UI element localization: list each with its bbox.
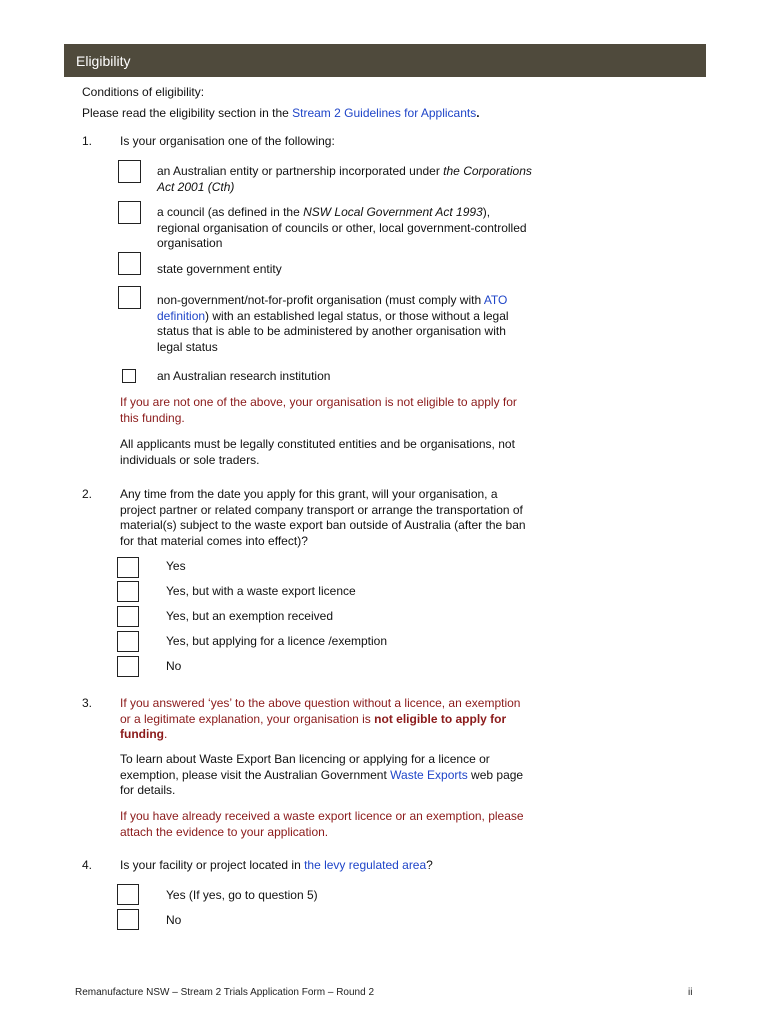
q2-option-no: No [166, 659, 182, 673]
q1-note: All applicants must be legally constituted entities and be organisations, not individuals or sole traders. [120, 437, 515, 467]
q3-info: To learn about Waste Export Ban licencing or applying for a licence or exemption, please visit the Australian Government Waste Exports web page for details. [120, 752, 524, 797]
q3-evidence-note: If you have already received a waste export licence or an exemption, please attach the evidence to your application. [120, 809, 524, 839]
q2-option-yes: Yes [166, 559, 186, 573]
option-council: a council (as defined in the NSW Local Government Act 1993), regional organisation of councils or other, local government-controlled organisation [157, 205, 527, 250]
q2-option-exemption: Yes, but an exemption received [166, 609, 333, 623]
checkbox-research-institution[interactable] [122, 369, 136, 383]
question-4-text: Is your facility or project located in the levy regulated area? [120, 858, 433, 872]
waste-exports-link[interactable]: Waste Exports [390, 767, 468, 782]
footer-title: Remanufacture NSW – Stream 2 Trials Application Form – Round 2 [75, 987, 375, 998]
section-header [64, 44, 706, 77]
checkbox-q2-yes[interactable] [117, 557, 139, 578]
q2-option-applying: Yes, but applying for a licence /exemption [166, 634, 388, 648]
question-2-text: Any time from the date you apply for this grant, will your organisation, a project partner or related company transport or arrange the transportation of material(s) subject to the waste export ban outside of Australia (after the ban for that material comes into effect)? [120, 487, 526, 548]
ato-definition-link[interactable]: definition [157, 308, 206, 323]
ato-link[interactable]: ATO [483, 293, 508, 307]
option-research-institution: an Australian research institution [157, 369, 331, 383]
checkbox-q2-applying[interactable] [117, 631, 139, 652]
q1-warning: If you are not one of the above, your organisation is not eligible to apply for this funding. [120, 395, 517, 425]
intro-instruction: Please read the eligibility section in the Stream 2 Guidelines for Applicants. [82, 106, 480, 120]
checkbox-q2-exemption[interactable] [117, 606, 139, 627]
option-non-government: non-government/not-for-profit organisation (must comply with ATO definition) with an established legal status, or those without a legal status that is able to be administered by another organisation with legal status [157, 293, 509, 354]
question-3-number: 3. [82, 696, 93, 710]
page-number: ii [688, 987, 693, 998]
question-4-number: 4. [82, 858, 93, 872]
checkbox-q4-yes[interactable] [117, 884, 139, 905]
levy-regulated-area-link[interactable]: the levy regulated area [304, 858, 427, 872]
checkbox-non-government[interactable] [118, 286, 141, 309]
conditions-label: Conditions of eligibility: [82, 85, 205, 99]
section-title: Eligibility [76, 53, 131, 69]
guidelines-link[interactable]: Stream 2 Guidelines for Applicants [292, 106, 477, 120]
question-1-number: 1. [82, 134, 93, 148]
q4-option-no: No [166, 913, 182, 927]
q2-option-licence: Yes, but with a waste export licence [166, 584, 356, 598]
option-state-government: state government entity [157, 262, 282, 276]
checkbox-q4-no[interactable] [117, 909, 139, 930]
checkbox-australian-entity[interactable] [118, 160, 141, 183]
question-2-number: 2. [82, 487, 93, 501]
checkbox-council[interactable] [118, 201, 141, 224]
checkbox-state-government[interactable] [118, 252, 141, 275]
question-1-text: Is your organisation one of the following: [120, 134, 335, 148]
checkbox-q2-licence[interactable] [117, 581, 139, 602]
q3-warning: If you answered ‘yes’ to the above question without a licence, an exemption or a legitimate explanation, your organisation is not eligible to apply for funding. [120, 696, 521, 741]
option-australian-entity: an Australian entity or partnership incorporated under the Corporations Act 2001 (Cth) [157, 164, 532, 194]
checkbox-q2-no[interactable] [117, 656, 139, 677]
q4-option-yes: Yes (If yes, go to question 5) [166, 888, 318, 902]
